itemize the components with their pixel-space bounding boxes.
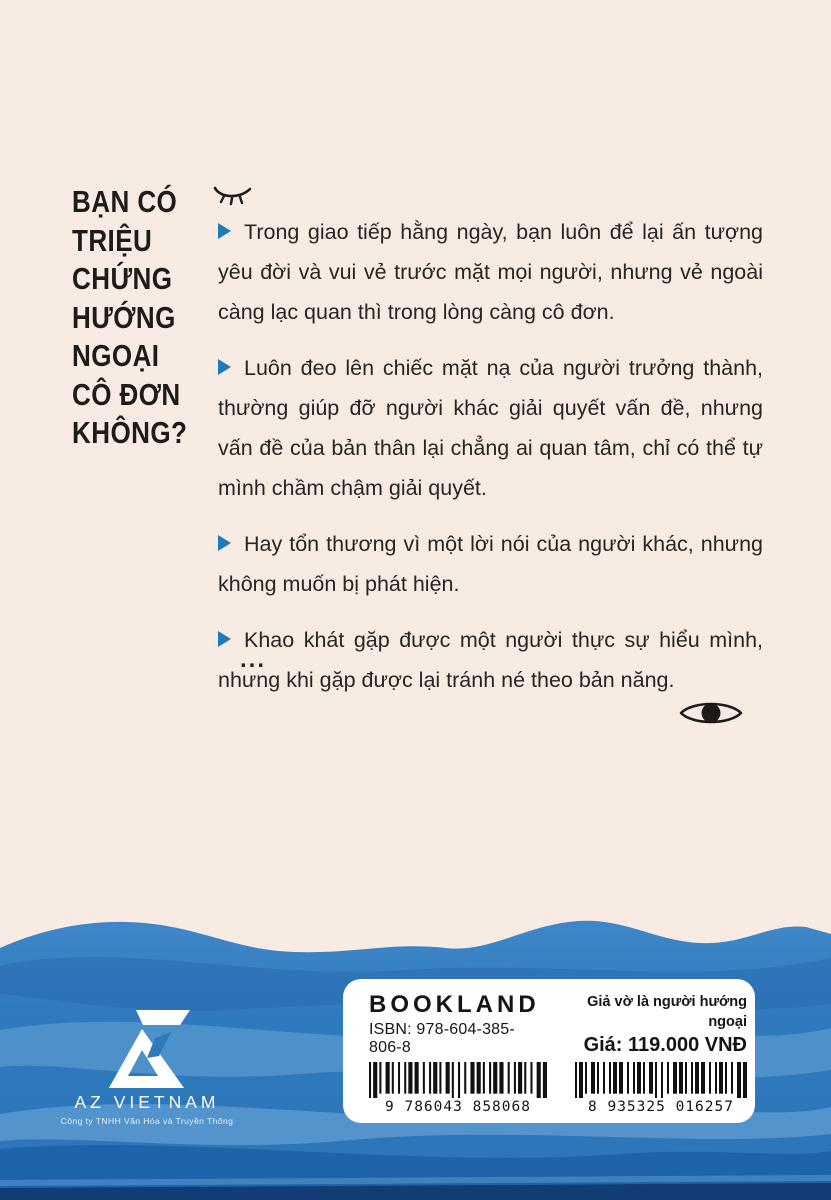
headline-line: KHÔNG? bbox=[72, 415, 188, 450]
symptom-text: Luôn đeo lên chiếc mặt nạ của người trưởng thành, thường giúp đỡ người khác giải quyết vấn đề, nhưng vấn đề của bản thân lại chẳng ai quan tâm, chỉ có thể tự mình chầm chậm giải quyết. bbox=[218, 356, 763, 500]
price-barcode bbox=[575, 1062, 747, 1098]
isbn-barcode bbox=[369, 1062, 547, 1098]
symptom-item bbox=[218, 620, 763, 700]
triangle-bullet-icon bbox=[218, 631, 231, 647]
symptom-item bbox=[218, 212, 763, 332]
headline-line: HƯỚNG bbox=[72, 299, 176, 335]
headline-question bbox=[72, 183, 187, 453]
triangle-bullet-icon bbox=[218, 223, 231, 239]
headline-line: NGOẠI bbox=[72, 338, 160, 373]
isbn-column bbox=[369, 992, 547, 1115]
symptom-item bbox=[218, 348, 763, 508]
publisher-company: Công ty TNHH Văn Hóa và Truyền Thông bbox=[60, 1116, 234, 1126]
publisher-block bbox=[48, 1008, 246, 1126]
book-title-text: Giả vờ là người hướng ngoại bbox=[587, 994, 747, 1030]
isbn-text: ISBN: 978-604-385-806-8 bbox=[369, 1021, 515, 1056]
publisher-name: AZ VIETNAM bbox=[74, 1092, 220, 1112]
headline-line: TRIỆU bbox=[72, 222, 153, 258]
symptom-text: Khao khát gặp được một người thực sự hiểu mình, nhưng khi gặp được lại tránh né theo bản năng. bbox=[218, 628, 763, 692]
price-column bbox=[575, 992, 747, 1115]
triangle-bullet-icon bbox=[218, 535, 231, 551]
open-eye-icon bbox=[678, 699, 744, 727]
headline-line: CÔ ĐƠN bbox=[72, 376, 181, 412]
symptom-list bbox=[218, 212, 763, 716]
price-text: Giá: 119.000 VNĐ bbox=[583, 1034, 747, 1056]
symptom-text: Hay tổn thương vì một lời nói của người khác, nhưng không muốn bị phát hiện. bbox=[218, 532, 763, 596]
symptom-text: Trong giao tiếp hằng ngày, bạn luôn để lại ấn tượng yêu đời và vui vẻ trước mặt mọi người, nhưng vẻ ngoài càng lạc quan thì trong lòng càng cô đơn. bbox=[218, 220, 763, 324]
ellipsis-text: ... bbox=[240, 646, 267, 673]
symptom-item bbox=[218, 524, 763, 604]
store-name: BOOKLAND bbox=[369, 991, 540, 1018]
triangle-bullet-icon bbox=[218, 359, 231, 375]
headline-line: CHỨNG bbox=[72, 261, 173, 296]
closed-eye-icon bbox=[212, 183, 254, 209]
isbn-barcode-digits: 9 786043 858068 bbox=[385, 1099, 531, 1115]
az-vietnam-logo bbox=[101, 1008, 193, 1088]
price-label bbox=[343, 979, 755, 1123]
headline-line: BẠN CÓ bbox=[72, 184, 178, 219]
price-barcode-digits: 8 935325 016257 bbox=[588, 1099, 734, 1115]
